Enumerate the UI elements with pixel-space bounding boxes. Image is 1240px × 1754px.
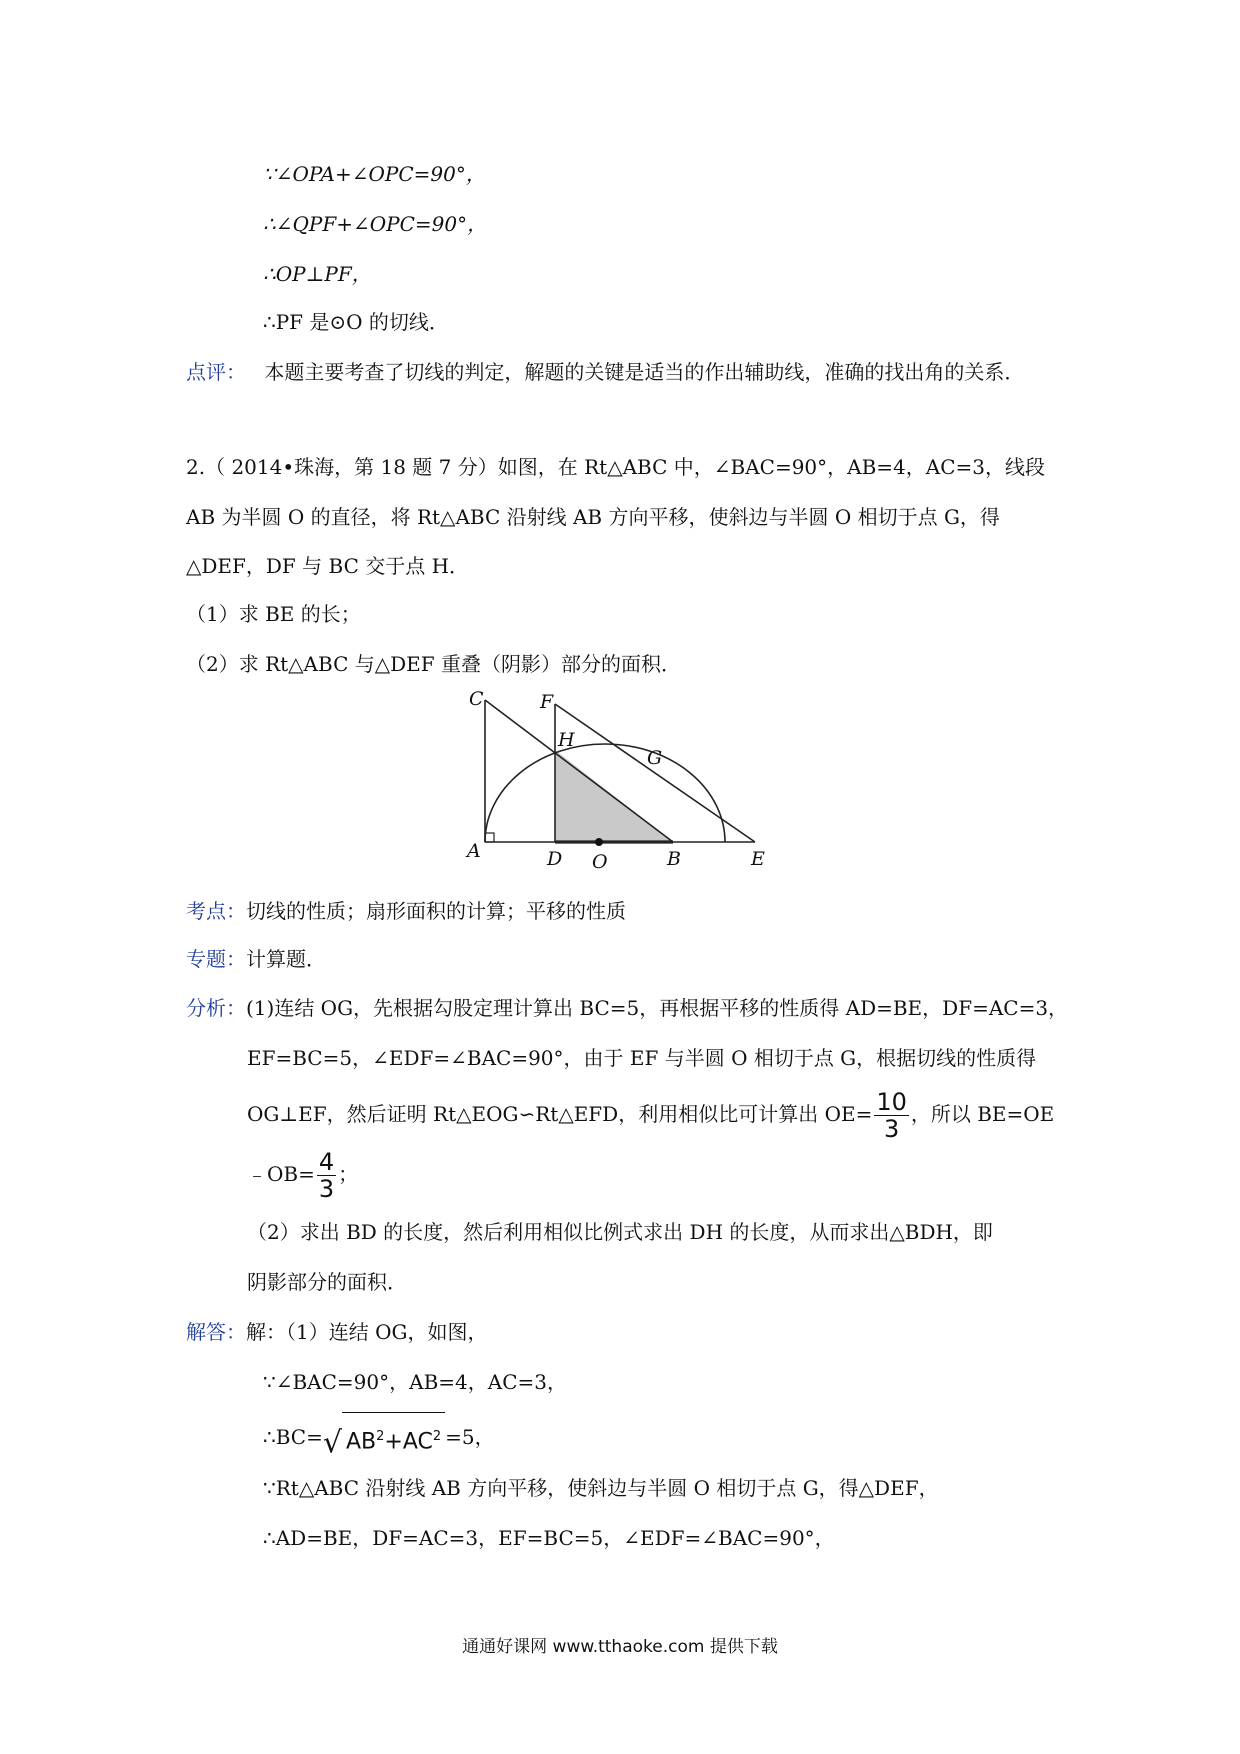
label-D: D [547,848,563,870]
proof-line-1: ∵∠OPA+∠OPC=90°， [263,162,486,186]
fenxi-line-5: （2）求出 BD 的长度，然后利用相似比例式求出 DH 的长度，从而求出△BDH，即 [247,1220,993,1244]
fraction-be-numerator: 4 [318,1148,335,1176]
fraction-be [317,1149,336,1202]
fraction-be-denominator: 3 [318,1175,335,1203]
proof-line-4: ∴PF 是⊙O 的切线． [263,310,449,334]
sqrt-expression: √ $AB^2+AC^2$ [323,1412,445,1465]
zhuanti-text: 计算题． [246,947,326,971]
fenxi-line-6: 阴影部分的面积． [247,1270,407,1294]
label-E: E [751,848,765,870]
fraction-oe-numerator: 10 [876,1088,907,1116]
fenxi-line-3b: ，所以 BE=OE [910,1102,1055,1126]
jieda-line-3b: =5， [445,1425,495,1450]
radicand-ac: +AC [384,1429,433,1455]
question-2: （2）求 Rt△ABC 与△DEF 重叠（阴影）部分的面积． [186,652,681,676]
fenxi-line-2: EF=BC=5，∠EDF=∠BAC=90°，由于 EF 与半圆 O 相切于点 G，根据切线的性质得 [247,1046,1037,1070]
jieda-row-1 [186,1318,487,1346]
kaodian-label: 考点： [186,899,246,923]
fenxi-row-1 [186,994,1068,1022]
footer-text: 通通好课网 www.tthaoke.com 提供下载 [462,1637,778,1657]
label-F: F [540,691,554,713]
geometry-figure [455,690,795,890]
label-C: C [469,690,484,710]
jieda-line-5: ∴AD=BE，DF=AC=3，EF=BC=5，∠EDF=∠BAC=90°， [263,1526,835,1550]
exponent-2: 2 [432,1429,442,1444]
problem-line-2: AB 为半圆 O 的直径，将 Rt△ABC 沿射线 AB 方向平移，使斜边与半圆 O 相切于点 G，得 [186,505,1000,529]
jieda-line-4: ∵Rt△ABC 沿射线 AB 方向平移，使斜边与半圆 O 相切于点 G，得△DEF， [263,1476,939,1500]
fenxi-line-1: (1)连结 OG，先根据勾股定理计算出 BC=5，再根据平移的性质得 AD=BE，DF=AC=3， [246,996,1069,1020]
label-H: H [558,729,575,751]
center-point-o [595,838,603,846]
exponent-1: 2 [376,1429,385,1444]
radicand-ab: AB [345,1429,377,1455]
zhuanti-label: 专题： [186,947,246,971]
fenxi-line-4 [247,1142,358,1206]
label-A: A [467,840,481,862]
review-row [186,358,1024,386]
problem-line-1: 2.（ 2014•珠海，第 18 题 7 分）如图，在 Rt△ABC 中，∠BAC=90°，AB=4，AC=3，线段 [186,455,1046,479]
fraction-oe-denominator: 3 [883,1115,900,1143]
kaodian-text: 切线的性质；扇形面积的计算；平移的性质 [246,899,626,923]
label-O: O [592,851,608,873]
label-G: G [647,747,663,769]
jieda-label: 解答： [186,1320,246,1344]
proof-line-3: ∴OP⊥PF， [263,262,372,286]
jieda-line-1: 解：（1）连结 OG，如图， [246,1320,488,1344]
fraction-oe [874,1089,909,1142]
label-B: B [667,848,681,870]
fenxi-line-4b: ； [338,1162,359,1186]
jieda-line-3 [263,1412,495,1465]
jieda-line-2: ∵∠BAC=90°，AB=4，AC=3， [263,1370,567,1394]
review-text: 本题主要考查了切线的判定，解题的关键是适当的作出辅助线，准确的找出角的关系． [264,360,1025,384]
review-label: 点评： [186,360,246,384]
question-1: （1）求 BE 的长； [186,602,361,626]
fenxi-line-4a: ﹣OB= [247,1162,315,1186]
fenxi-line-3a: OG⊥EF，然后证明 Rt△EOG∽Rt△EFD，利用相似比可计算出 OE= [247,1102,873,1126]
proof-line-2: ∴∠QPF+∠OPC=90°， [263,212,488,236]
fenxi-label: 分析： [186,996,246,1020]
zhuanti-row [186,945,326,973]
fenxi-line-3 [247,1082,1054,1146]
jieda-line-3a: ∴BC= [263,1425,323,1450]
kaodian-row [186,897,626,925]
right-angle-mark [485,833,494,842]
problem-line-3: △DEF，DF 与 BC 交于点 H． [186,554,470,578]
